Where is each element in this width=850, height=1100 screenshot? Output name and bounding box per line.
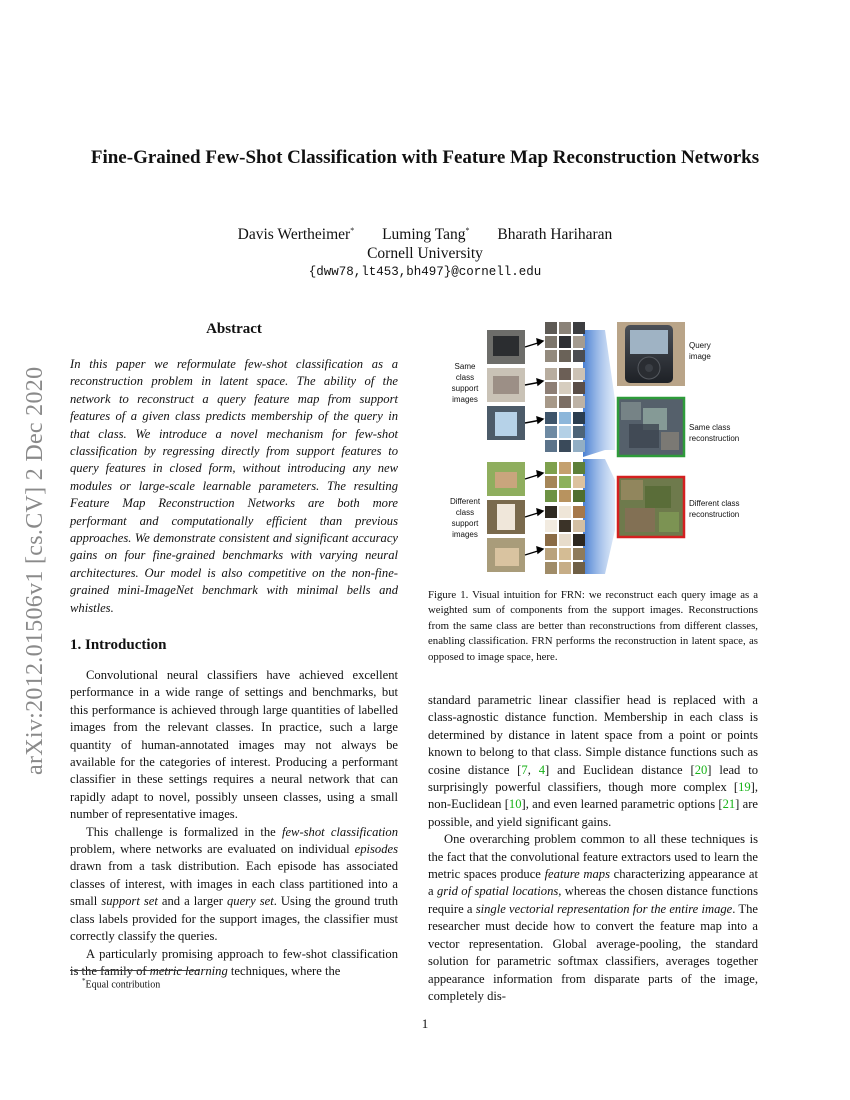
svg-text:Different class: Different class: [689, 499, 740, 508]
intro-right-column: [428, 692, 758, 1005]
introduction-heading: 1. Introduction: [70, 637, 167, 653]
svg-text:images: images: [452, 395, 478, 404]
svg-text:class: class: [455, 508, 475, 517]
diff-support-images: [487, 462, 525, 572]
author-emails: {dww78,lt453,bh497}@cornell.edu: [308, 265, 542, 279]
svg-text:support: support: [451, 519, 479, 528]
author-2: Luming Tang*: [382, 226, 470, 244]
intro-left-column: [70, 667, 398, 980]
svg-text:Different: Different: [449, 497, 481, 506]
abstract-text: In this paper we reformulate few-shot classification as a reconstruction problem in latent space. The ability of the network to reconstruct a query feature map from support features of a given class predicts membership of the query in that class. We introduce a novel mechanism for few-shot classification by regressing directly from support features to query features in closed form, without introducing any new modules or large-scale learnable parameters. The resulting Feature Map Reconstruction Networks are both more performant and computationally efficient than previous approaches. We demonstrate consistent and significant accuracy gains on four fine-grained benchmarks with varying neural architectures. Our model is also competitive on the non-fine-grained mini-ImageNet benchmark with minimal bells and whistles.: [70, 357, 398, 615]
different-class-reconstruction: [618, 477, 684, 537]
beam-diff: [583, 459, 615, 574]
author-3: Bharath Hariharan: [497, 226, 613, 244]
svg-text:reconstruction: reconstruction: [689, 434, 740, 443]
intro-paragraph-2: This challenge is formalized in the few-shot classification problem, where networks are evaluated on individual episodes drawn from a task distribution. Each episode has associated classes of interest, with images in each class partitioned into a small support set and a larger query set. Using the ground truth class labels provided for the support images, the classifier must correctly classify the queries.: [70, 824, 398, 944]
citation-link[interactable]: 21: [722, 797, 736, 812]
institution: Cornell University: [367, 245, 483, 262]
svg-text:support: support: [451, 384, 479, 393]
right-paragraph-2: One overarching problem common to all these techniques is the fact that the convolutional feature extractors used to learn the metric spaces produce feature maps characterizing appearance at a grid of spatial locations, whereas the chosen distance functions require a single vectorial representation for the entire image. The researcher must decide how to convert the feature map into a vector representation. Global average-pooling, the standard solution for parametric softmax classifiers, averages together appearance information from disparate parts of the image, completely dis-: [428, 832, 758, 1003]
svg-text:class: class: [455, 373, 475, 382]
beam-same: [583, 330, 615, 457]
same-support-images: [487, 330, 525, 440]
figure-right-labels: [689, 341, 740, 519]
citation-link[interactable]: 19: [738, 780, 751, 795]
author-list: [60, 226, 790, 244]
figure-1: [425, 312, 770, 584]
citation-link[interactable]: 20: [694, 762, 708, 777]
same-class-reconstruction: [618, 398, 684, 456]
intro-paragraph-3: A particularly promising approach to few-shot classification is the family of metric learning techniques, where the: [70, 946, 398, 978]
citation-link[interactable]: 10: [508, 797, 522, 812]
svg-text:Same: Same: [454, 362, 476, 371]
footnote: *Equal contribution: [82, 977, 161, 991]
svg-text:images: images: [452, 530, 478, 539]
diff-patch-grid: [545, 462, 585, 574]
arxiv-stamp: arXiv:2012.01506v1 [cs.CV] 2 Dec 2020: [22, 366, 48, 775]
citation-link[interactable]: 7: [521, 762, 528, 777]
svg-text:reconstruction: reconstruction: [689, 510, 740, 519]
citation-link[interactable]: 4: [538, 762, 546, 777]
svg-text:Query: Query: [689, 341, 711, 350]
figure-labels: [450, 362, 481, 539]
abstract-heading: Abstract: [206, 321, 262, 337]
figure-1-caption: Figure 1. Visual intuition for FRN: we reconstruct each query image as a weighted sum of components from the support images. Reconstructions from the same class are better than reconstructions from different classes, enabling classification. FRN performs the reconstruction in latent space, as opposed to image space, here.: [428, 589, 758, 663]
arrows: [525, 339, 543, 555]
author-1: Davis Wertheimer*: [237, 226, 355, 244]
svg-text:image: image: [689, 352, 711, 361]
footnote-rule: [70, 970, 200, 971]
query-image: [617, 322, 685, 386]
page-number: 1: [421, 1016, 429, 1031]
paper-title: Fine-Grained Few-Shot Classification with Feature Map Reconstruction Networks: [90, 147, 760, 168]
same-patch-grid: [545, 322, 585, 452]
svg-text:Same class: Same class: [689, 423, 731, 432]
right-paragraph-1: standard parametric linear classifier head is replaced with a class-agnostic distance function. Membership in each class is determined by distance in latent space from a point or points known to belong to that class. Simple distance functions such as cosine distance [7, 4] and Euclidean distance [20] lead to surprisingly powerful classifiers, though more complex [19], non-Euclidean [10], and even learned parametric options [21] are possible, and yield significant gains.: [428, 693, 759, 829]
intro-paragraph-1: Convolutional neural classifiers have achieved excellent performance in a wide range of settings and benchmarks, but this performance is achieved through large quantities of labelled images from the relevant classes. In practice, such a large quantity of human-annotated images may not always be available for the categories of interest. Producing a performant classifier in these settings requires a neural network that can rapidly adapt to novel, possibly unseen classes, using a small number of representative images.: [70, 668, 398, 822]
